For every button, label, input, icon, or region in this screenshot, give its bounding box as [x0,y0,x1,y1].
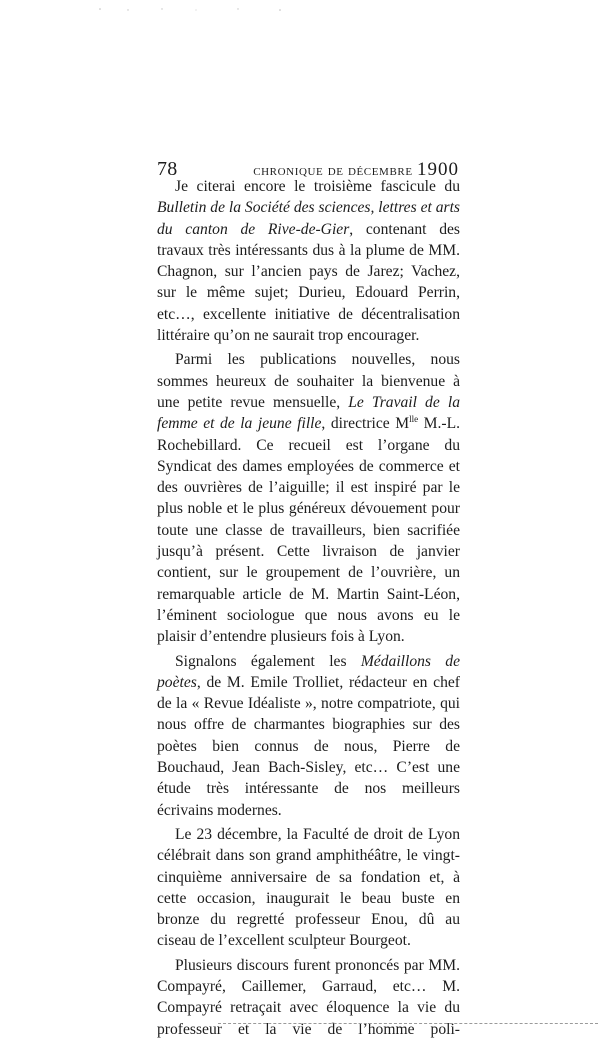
bulletin-title: Bulletin de la Société des sciences, lettres et arts du canton de Rive-de-Gier [157,199,460,238]
body-text [157,176,460,1040]
paragraph-bulletin-text-c: , contenant des travaux très intéressants dus à la plume de MM. Chagnon, sur l’ancien pays de Jarez; Vachez, sur le même sujet; Durieu, Edouard Perrin, etc…, excellente initiative de décentralisation littéraire qu’on ne saurait trop encourager. [157,220,460,345]
mademoiselle-superscript: lle [409,414,419,425]
scan-specks [98,0,288,6]
paragraph-medaillons [157,651,460,821]
running-title-text: chronique de décembre [253,163,417,179]
paragraph-discours: Plusieurs discours furent prononcés par MM. Compayré, Caillemer, Garraud, etc… M. Compayré retraçait avec éloquence la vie du professeur et la vie de l’homme poli- [157,956,460,1038]
paragraph-medaillons-text-a: Signalons également les [175,652,361,670]
paragraph-bulletin-text-a: Je citerai encore le troisième fascicule du [175,178,460,195]
paragraph-faculte: Le 23 décembre, la Faculté de droit de Lyon célébrait dans son grand amphithéâtre, le vingt-cinquième anniversaire de sa fondation et, à cette occasion, inaugurait le beau buste en bronze du regretté professeur Enou, dû au ciseau de l’excellent sculpteur Bourgeot. [157,825,460,950]
paragraph-revue-text-c: , directrice M [321,415,410,433]
paragraph-revue-text-d: M.-L. Rochebillard. Ce recueil est l’organe du Syndicat des dames employées de commerce et des ouvrières de l’aiguille; il est inspiré par le plus noble et le plus généreux dévouement pour toute une classe de travailleurs, bien sacrifiée jusqu’à présent. Cette livraison de janvier contient, sur le groupement de l’ouvrière, un remarquable article de M. Martin Saint-Léon, l’éminent sociologue que nous avons eu le plaisir d’entendre plusieurs fois à Lyon. [157,415,460,646]
revue-title: Le Travail de la femme et de la jeune fille [157,393,460,433]
paragraph-revue [157,349,460,647]
paragraph-bulletin [157,176,460,346]
paragraph-medaillons-text-c: , de M. Emile Trolliet, rédacteur en chef de la « Revue Idéaliste », notre compatriote, qui nous offre de charmantes biographies sur des poètes bien connus de nous, Pierre de Bouchaud, Jean Bach-Sisley, etc… C’est une étude très intéressante de nos meilleurs écrivains modernes. [157,673,460,819]
page-number: 78 [157,158,178,180]
scan-bottom-rule [218,1023,598,1024]
paragraph-revue-text-a: Parmi les publications nouvelles, nous sommes heureux de souhaiter la bienvenue à une petite revue mensuelle, [157,351,460,411]
medaillons-title: Médaillons de poètes [157,652,460,691]
running-title-year: 1900 [417,159,459,180]
